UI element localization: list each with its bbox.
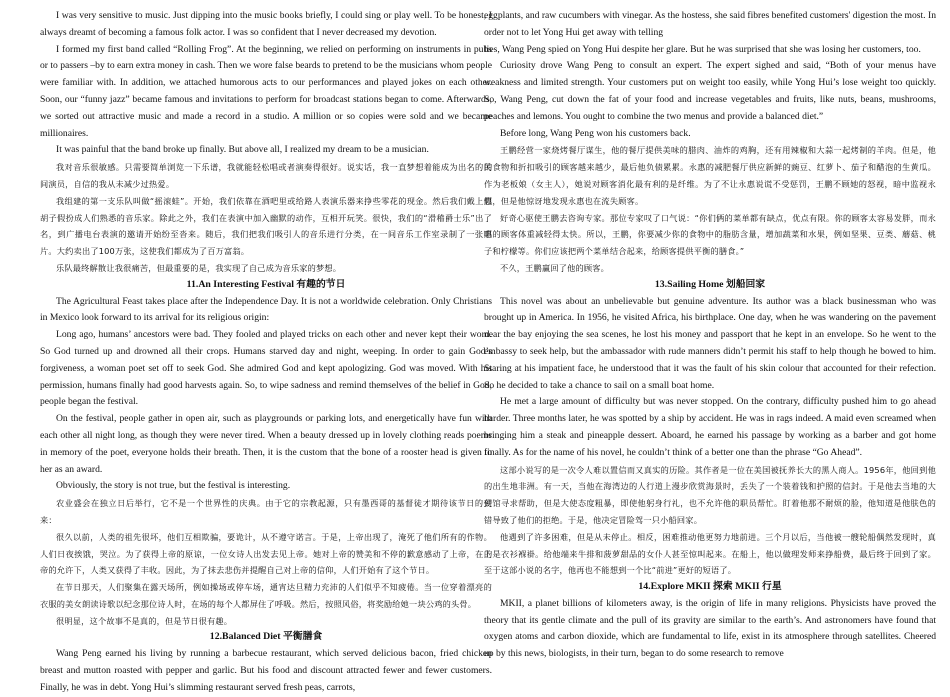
paragraph: On the festival, people gather in open air, such as playgrounds or parking lots, and energetically have fun with each other all night long, as though they were never tired. When a beauty dressed up in lovely clothing reads poems in memory of the poet, everyone holds their breath. Then, it is the custom that the bone of a rooster head is given to her as an award.	[40, 413, 492, 475]
right-column	[484, 8, 936, 663]
chinese-paragraph: 很久以前，人类的祖先很坏，他们互相欺骗，要诡计，从不遵守诺言。于是，上帝出现了，淹死了他们所有的作物。人们日夜挨饿，哭泣。为了获得上帝的原谅，一位女诗人出发去见上帝。她对上帝的赞美和不停的歉意感动了上帝，在上帝的允许下，人类又获得了丰收。因此，为了抹去悲伤并提醒自己对上帝的信仰，人们开始有了这个节日。	[40, 531, 492, 576]
section-title: 11.An Interesting Festival 有趣的节日	[186, 278, 346, 290]
paragraph: Wang Peng earned his living by running a barbecue restaurant, which served delicious bacon, fried chicken breast and mutton roasted with pepper and garlic. But his food and discount attracted fewer and fewer customers. Finally, he was in debt. Yong Hui’s slimming restaurant served fresh peas, carrots,	[40, 648, 492, 693]
chinese-paragraph: 农业盛会在独立日后举行，它不是一个世界性的庆典。由于它的宗教起源，只有墨西哥的基督徒才期待该节日的到来：	[40, 498, 492, 525]
chinese-paragraph: 不久，王鹏赢回了他的顾客。	[500, 262, 610, 273]
paragraph: I was very sensitive to music. Just dipping into the music books briefly, I could sing or play well. To be honest, I always dreamt of becoming a famous folk actor. I was so confident that I never decreased my devotion.	[40, 10, 492, 38]
section-title: 13.Sailing Home 划船回家	[654, 278, 766, 290]
section-title: 14.Explore MKII 探索 MKII 行星	[638, 581, 782, 593]
chinese-paragraph: 好奇心驱使王鹏去咨询专家。那位专家叹了口气说：“你们俩的菜单都有缺点，优点有限。你的顾客太容易发胖，而永惠的顾客体重减轻得太快。所以，王鹏，你要减少你的食物中的脂肪含量，增加蔬菜和水果，例如坚果、豆类、蘑菇、桃子和柠檬等。你们应该把两个菜单结合起来，给顾客提供平衡的膳食。”	[484, 212, 936, 257]
paragraph: Obviously, the story is not true, but the festival is interesting.	[56, 480, 291, 492]
paragraph: Long ago, humans’ ancestors were bad. They fooled and played tricks on each other and never kept their word. So God turned up and drowned all their crops. Humans starved day and night, weeping. In order to gain God’s forgiveness, a woman poet set off to seek God. She admired God and kept apologizing. God was moved. With his permission, humans finally had good harvests again. So, to wipe sadness and remind themselves of the belief in God, people began the festival.	[40, 329, 492, 408]
paragraph: I formed my first band called “Rolling Frog”. At the beginning, we relied on performing on instruments in pubs or to passers –by to earn extra money in cash. Then we wore false beards to pretend to be the musicians whom people were familiar with. In addition, we attached humorous acts to our performances and played jokes on each other. Soon, our “funny jazz” became famous and invitations to perform for broadcast stations began to come. Afterwards, we sorted out attractive music and made a record in a studio. A million or so copies were sold and we became millionaires.	[40, 43, 492, 139]
chinese-paragraph: 他遇到了许多困难，但是从未停止。相反，困难推动他更努力地前进。三个月以后，当他被一艘轮船偶然发现时，真的是衣衫褓褂。给他端来牛排和菠萝甜品的女仆人甚至惊叫起来。在船上，他以做理发师来挣船费，最后终于回到了家。至于这部小说的名字，他再也不能想到一个比“前进”更好的短语了。	[484, 531, 936, 576]
paragraph: lies, Wang Peng spied on Yong Hui despite her glare. But he was surprised that she was losing her customers, too.	[484, 43, 921, 55]
paragraph: This novel was about an unbelievable but genuine adventure. Its author was a black businessman who was brought up in America. In 1956, he visited Africa, his birthplace. One day, when he was wandering on the pavement near the bay enjoying the sea scenes, he lost his money and passport that he kept in an envelope. So he went to the embassy to seek help, but the ambassador with rude manners didn’t permit his staff to help though he bowed to him. Staring at his impatient face, he understood that it was the fault of his skin colour that accounted for their refection. So he decided to take a chance to sail on a small boat home.	[484, 295, 936, 391]
paragraph: MKII, a planet billions of kilometers away, is the origin of life in many religions. Physicists have proved the theory that its gentle climate and the pull of its gravity are similar to the earth’s. And astronomers have found that oxygen atoms and carbon dioxide, which are fundamental to life, exist in its atmosphere through satellites. Cheered up by this news, biologists, in their turn, began to do some research to remove	[484, 597, 936, 660]
chinese-paragraph: 乐队最终解散让我很痛苦，但最重要的是，我实现了自己成为音乐家的梦想。	[56, 262, 342, 273]
chinese-paragraph: 我对音乐很敏感。只需要简单浏览一下乐谱，我就能轻松唱或者演奏得很好。说实话，我一直梦想着能成为出名的民间演员，自信的我从未减少过热爱。	[40, 162, 492, 189]
paragraph: He met a large amount of difficulty but was never stopped. On the contrary, difficulty pushed him to go ahead harder. Three months later, he was spotted by a ship by accident. He was in rags indeed. A maid even screamed when bringing him a steak and pineapple dessert. Aboard, he earned his passage by working as a barber and got home finally. As for the name of his novel, he couldn’t think of a better one than the phrase “Go Ahead”.	[484, 396, 936, 458]
paragraph: Before long, Wang Peng won his customers back.	[500, 127, 691, 139]
paragraph: Curiosity drove Wang Peng to consult an expert. The expert sighed and said, “Both of your menus have weakness and limited strength. Your customers put on weight too easily, while Yong Hui’s lose weight too quickly. So, Wang Peng, cut down the fat of your food and increase vegetables and fruits, like nuts, beans, mushrooms, peaches and lemons. You ought to combine the two menus and provide a balanced diet.”	[484, 60, 936, 122]
paragraph: It was painful that the band broke up finally. But above all, I realized my dream to be a musician.	[56, 144, 429, 156]
paragraph: The Agricultural Feast takes place after the Independence Day. It is not a worldwide celebration. Only Christians in Mexico look forward to its arrival for its religious origin:	[40, 295, 492, 324]
chinese-paragraph: 在节日那天，人们聚集在露天场所，例如操场或停车场，通宵达旦精力充沛的人们似乎不知疲倦。当一位穿着漂亮的衣服的美女朗读诗歌以纪念那位诗人时，在场的每个人都屏住了呼吸。然后，按照风俗，将奖励给她一块公鸡的头骨。	[40, 582, 492, 609]
chinese-paragraph: 很明显，这个故事不是真的，但是节日很有趣。	[56, 615, 233, 626]
chinese-paragraph: 我组建的第一支乐队叫做“摇滚蛙”。开始，我们依靠在酒吧里或给路人表演乐器来挣些零花的现金。然后我们戴上假胡子假扮成人们熟悉的音乐家。除此之外，我们在表演中加入幽默的动作，互相开玩笑。很快，我们的“滑稽爵士乐”出了名，到广播电台表演的邀请开始纷至沓来。随后，我们把我们吸引人的音乐进行分类，在一间音乐工作室录制了一张唱片。大约卖出了100万张，这使我们都成为了百万富翁。	[40, 195, 492, 257]
section-title: 12.Balanced Diet 平衡膳食	[209, 631, 323, 643]
paragraph: eggplants, and raw cucumbers with vinegar. As the hostess, she said fibres benefited customers' digestion the most. In order not to let Yong Hui get away with telling	[484, 10, 936, 38]
left-column	[40, 8, 492, 697]
chinese-paragraph: 王鹏经营一家烧烤餐厅谋生，他的餐厅提供美味的腊肉、油炸的鸡胸，还有用辣椒和大蒜一起烤制的羊肉。但是，他的食物和折扣吸引的顾客越来越少，最后他负债累累。永惠的减肥餐厅供应新鲜的豌豆、红萝卜、茄子和醋泡的生黄瓜。作为老板娘（女主人），她说对顾客消化最有利的是纤维。为了不让永惠说谎不受惩罚，王鹏不顾她的怒视，暗中监视永惠，但是他惊讶地发现永惠也在流失顾客。	[484, 145, 936, 206]
chinese-paragraph: 这部小说写的是一次令人难以置信而又真实的历险。其作者是一位在美国被抚养长大的黑人商人。1956年，他回到他的出生地非洲。有一天，当他在海湾边的人行道上漫步欣赏海景时，丢失了一个装着钱和护照的信封。于是他去当地的大使馆寻求帮助，但是大使态度粗暴，即使他躬身行礼，也不允许他的职员帮忙。盯着他那不耐烦的脸，他知道是他肤色的错导致了他们的拒绝。于是，他决定冒险驾一只小船回家。	[484, 464, 936, 525]
